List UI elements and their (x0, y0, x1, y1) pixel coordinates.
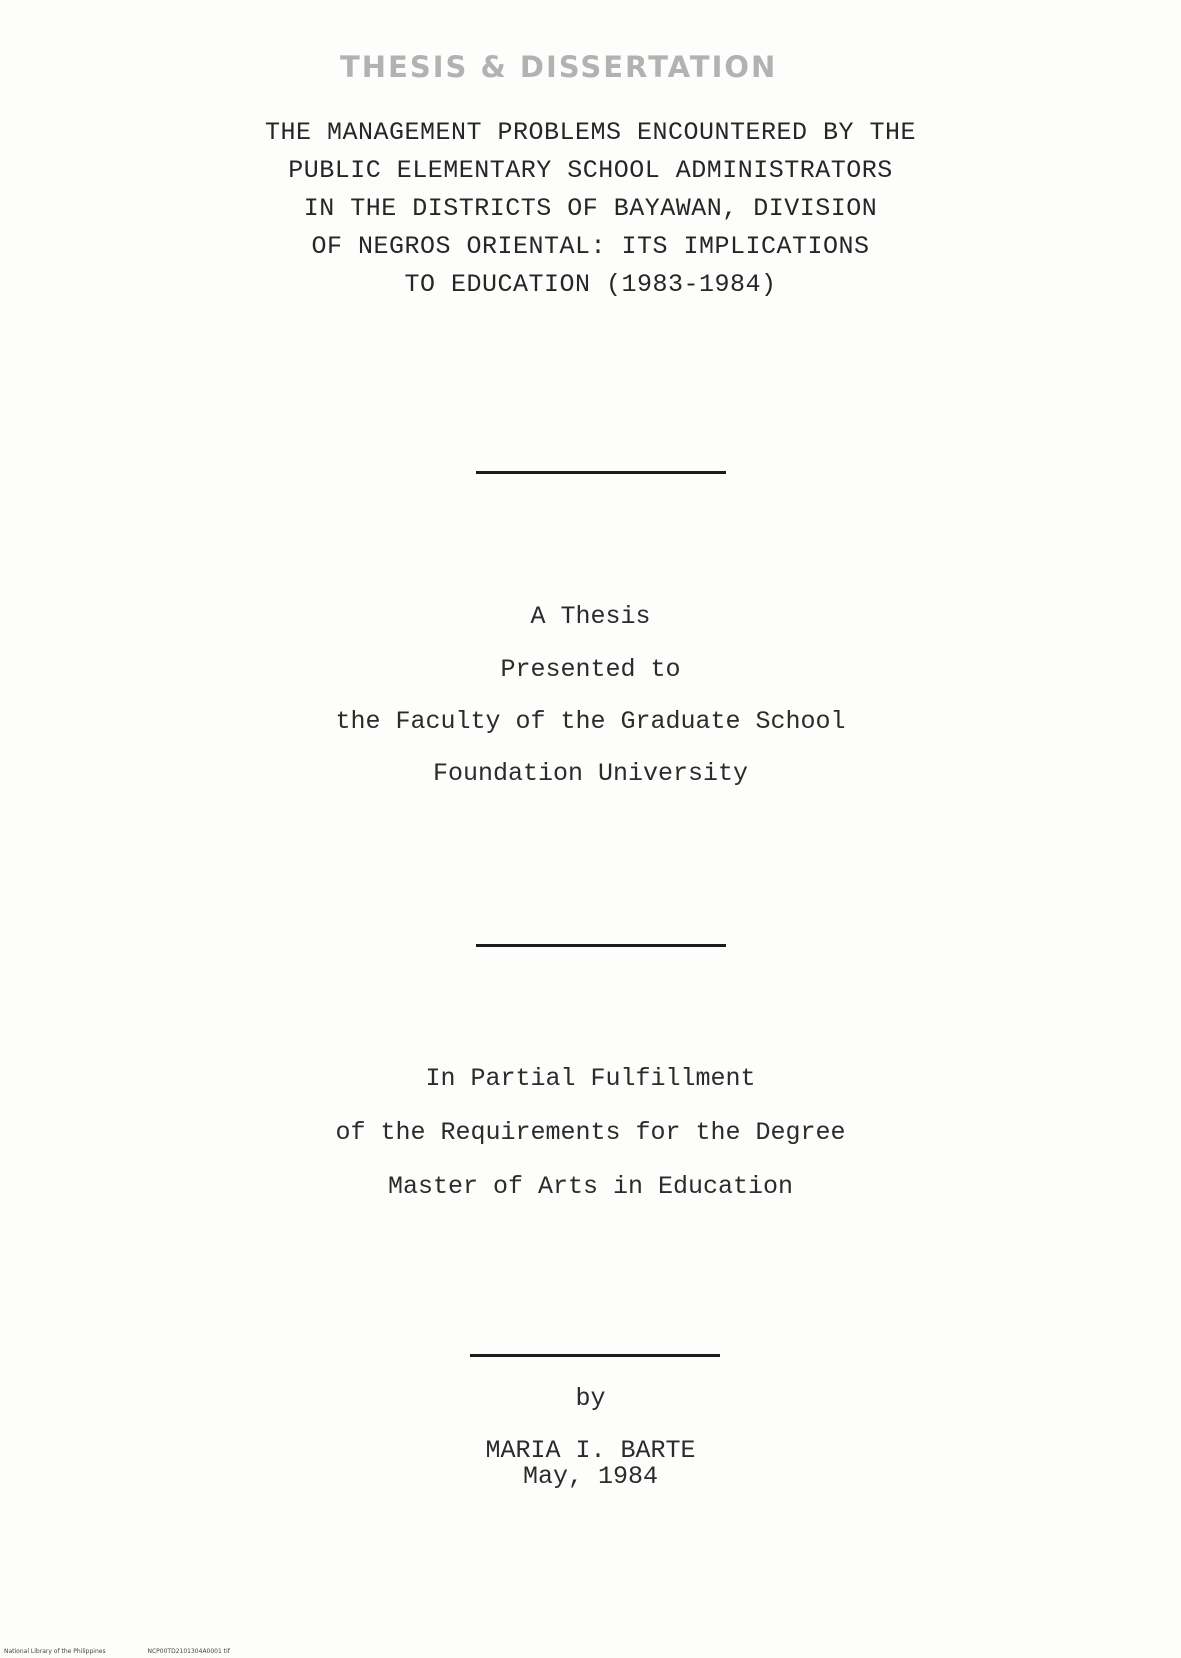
degree-name: Master of Arts in Education (387, 1172, 794, 1201)
by-label: by (575, 1384, 606, 1413)
thesis-dissertation-stamp: THESIS & DISSERTATION (340, 50, 778, 84)
title-line-3: IN THE DISTRICTS OF BAYAWAN, DIVISION (303, 194, 878, 223)
submission-date: May, 1984 (522, 1462, 659, 1491)
faculty-line: the Faculty of the Graduate School (335, 707, 846, 736)
file-code: NCP00TD2101304A0001 tif (147, 1648, 230, 1655)
title-line-1: THE MANAGEMENT PROBLEMS ENCOUNTERED BY THE (264, 118, 917, 147)
library-credit: National Library of the Philippines (4, 1648, 106, 1655)
thesis-label: A Thesis (530, 602, 651, 631)
divider-rule-3 (470, 1354, 720, 1357)
title-line-5: TO EDUCATION (1983-1984) (404, 270, 777, 299)
title-line-4: OF NEGROS ORIENTAL: ITS IMPLICATIONS (311, 232, 870, 261)
university-name: Foundation University (432, 759, 749, 788)
partial-fulfillment: In Partial Fulfillment (425, 1064, 756, 1093)
author-name: MARIA I. BARTE (485, 1436, 696, 1465)
presented-to: Presented to (500, 655, 681, 684)
requirements-line: of the Requirements for the Degree (335, 1118, 846, 1147)
divider-rule-1 (476, 471, 726, 474)
divider-rule-2 (476, 944, 726, 947)
title-line-2: PUBLIC ELEMENTARY SCHOOL ADMINISTRATORS (288, 156, 893, 185)
scan-footer (4, 1648, 270, 1655)
